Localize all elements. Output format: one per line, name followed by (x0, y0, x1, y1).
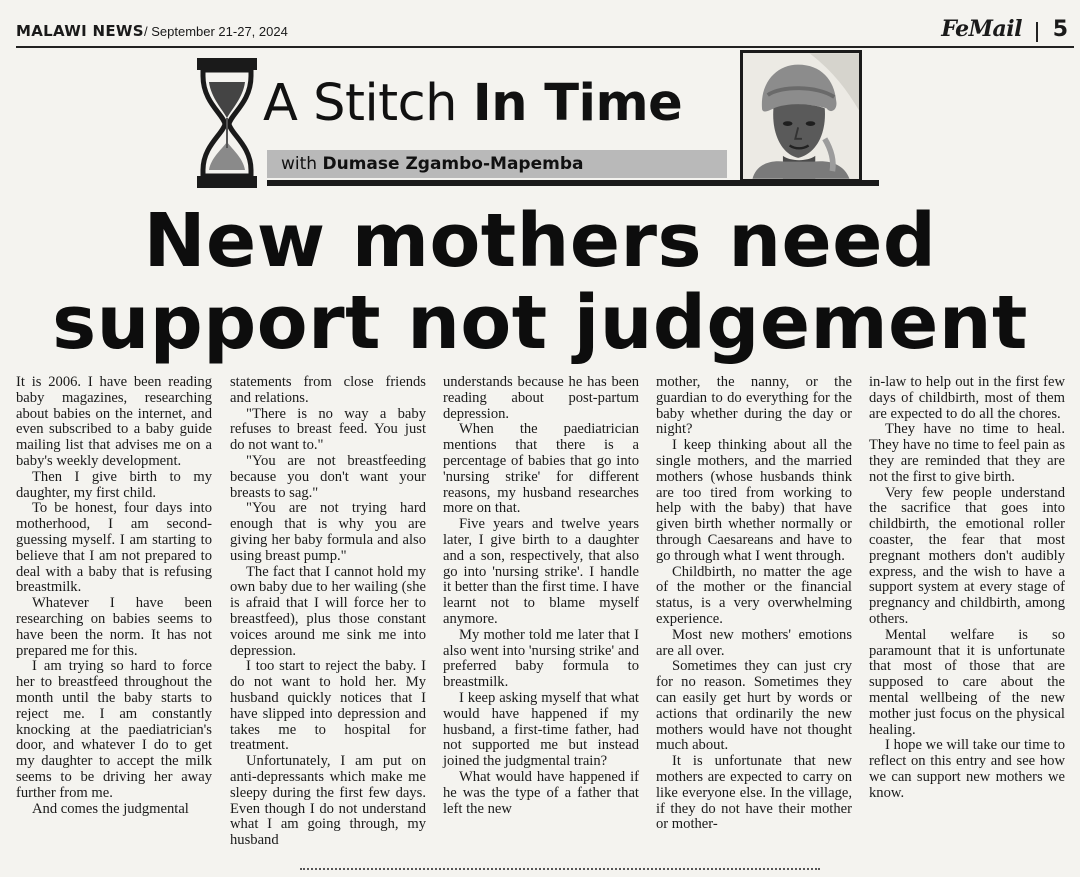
paragraph: What would have happened if he was the type of a father that left the new (443, 768, 639, 817)
paragraph: The fact that I cannot hold my own baby due to her wailing (she is afraid that I will force her to breastfeed), plus those constant voices around me sink me into depression. (230, 563, 426, 659)
column-title (263, 74, 682, 133)
masthead (16, 14, 1074, 48)
paragraph: It is unfortunate that new mothers are expected to carry on like everyone else. In the village, if they do not have their mother or mother- (656, 753, 852, 833)
paragraph: I too start to reject the baby. I do not want to hold her. My husband quickly notices that I have slipped into depression and takes me to hospital for treatment. (230, 658, 426, 754)
author-portrait-image (743, 53, 859, 179)
paragraph: It is 2006. I have been reading baby magazines, researching about babies on the internet, and even subscribed to a baby guide mailing list that advises me on a baby's weekly development. (16, 374, 212, 469)
paragraph: I keep asking myself that what would have happened if my husband, a first-time father, had not supported me but instead joined the judgmental train? (443, 689, 639, 770)
paragraph: I keep thinking about all the single mothers, and the married mothers (whose husbands think are too tired from working to help with the baby) that have given birth whether normally or through Caesareans and have to go through what I went through. (656, 437, 852, 564)
footer-dotted-rule (300, 868, 820, 870)
headline-line-2: support not judgement (52, 280, 1028, 366)
paragraph: Five years and twelve years later, I give birth to a daughter and a son, respectively, that also go into 'nursing strike'. I handle it better than the first time. I have learnt not to blame myself anymore. (443, 516, 639, 627)
paragraph: My mother told me later that I also went into 'nursing strike' and preferred baby formula to breastmilk. (443, 626, 639, 691)
headline (0, 200, 1080, 364)
column-title-bold: In Time (472, 74, 683, 133)
paragraph: They have no time to heal. They have no time to feel pain as they are reminded that they are not the first to give birth. (869, 421, 1065, 485)
paragraph: To be honest, four days into motherhood, I am second-guessing myself. I am starting to believe that I am not prepared to deal with a baby that is refusing breastmilk. (16, 500, 212, 596)
paragraph: statements from close friends and relations. (230, 374, 426, 406)
author-photo (740, 50, 862, 182)
column-header (195, 58, 885, 194)
paragraph: "You are not breastfeeding because you don't want your breasts to sag." (230, 452, 426, 501)
paragraph: Unfortunately, I am put on anti-depressants which make me sleepy during the first few days. Even though I do not understand what I am going through, my husband (230, 753, 426, 849)
headline-line-1: New mothers need (143, 198, 937, 284)
paragraph: I hope we will take our time to reflect on this entry and see how we can support new mothers we know. (869, 737, 1065, 801)
hourglass-icon (195, 58, 259, 190)
paragraph: Whatever I have been researching on babies seems to have been the norm. It has not prepared me for this. (16, 595, 212, 659)
article-column-5 (869, 375, 1065, 802)
paragraph: Very few people understand the sacrifice that goes into childbirth, the emotional roller coaster, the fear that most pregnant mothers don't audibly express, and the wish to have a support system at every stage of pregnancy and childbirth, among others. (869, 484, 1065, 627)
paragraph: Childbirth, no matter the age of the mother or the financial status, is a very overwhelming experience. (656, 563, 852, 627)
paragraph: Most new mothers' emotions are all over. (656, 626, 852, 659)
section-logo: FeMail (941, 16, 1022, 42)
paragraph: Mental welfare is so paramount that it is unfortunate that most of those that are supposed to care about the mental wellbeing of the new mother just focus on the physical healing. (869, 626, 1065, 738)
article-column-1 (16, 375, 212, 817)
article-column-3 (443, 375, 639, 817)
paragraph: Sometimes they can just cry for no reason. Sometimes they can easily get hurt by words or actions that ordinarily the new mothers would have not thought much about. (656, 658, 852, 754)
paragraph: understands because he has been reading about post-partum depression. (443, 374, 639, 422)
paragraph: mother, the nanny, or the guardian to do everything for the baby whether during the day or night? (656, 374, 852, 438)
paragraph: "You are not trying hard enough that is why you are giving her baby formula and also using breast pump." (230, 500, 426, 564)
paragraph: "There is no way a baby refuses to breast feed. You just do not want to." (230, 405, 426, 454)
paragraph: I am trying so hard to force her to breastfeed throughout the month until the baby starts to reject me. I am constantly knocking at the paediatrician's door, and whatever I do to get my daughter to accept the milk seems to be driving her away further from me. (16, 658, 212, 801)
paragraph: When the paediatrician mentions that there is a percentage of babies that go into 'nursing strike' for different reasons, my husband researches more on that. (443, 421, 639, 517)
byline-prefix: with (281, 154, 323, 174)
byline-bar (267, 150, 727, 178)
issue-date: / September 21-27, 2024 (144, 24, 288, 39)
page-number: 5 (1052, 17, 1068, 42)
author-name: Dumase Zgambo-Mapemba (322, 154, 584, 174)
masthead-divider (1036, 22, 1038, 42)
article-body (16, 375, 1080, 855)
paragraph: And comes the judgmental (32, 800, 189, 817)
column-title-light: A Stitch (263, 74, 473, 133)
byline (281, 154, 583, 174)
article-column-2 (230, 375, 426, 849)
paragraph: in-law to help out in the first few days of childbirth, most of them are expected to do all the chores. (869, 374, 1065, 422)
paragraph: Then I give birth to my daughter, my first child. (16, 468, 212, 501)
publication-name: MALAWI NEWS (16, 22, 144, 40)
article-column-4 (656, 375, 852, 833)
